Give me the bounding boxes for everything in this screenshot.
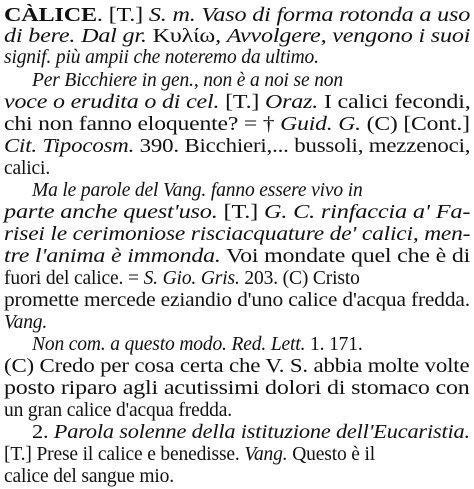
- entry-text-segment: un gran calice d'acqua fredda.: [4, 400, 233, 421]
- entry-text-segment: [T.]: [219, 92, 266, 113]
- entry-text-segment: Κυλίω: [152, 26, 216, 47]
- entry-text-segment: non è a noi se non: [203, 70, 344, 91]
- entry-text-segment: . [T.]: [96, 5, 149, 26]
- entry-text-segment: CÀLICE: [4, 5, 97, 26]
- entry-text-segment: Questo è il: [287, 444, 376, 465]
- entry-text-segment: voce o erudita o di cel.: [4, 92, 220, 113]
- entry-line: [4, 134, 470, 159]
- entry-text-segment: S. Gio. Gris.: [143, 268, 240, 289]
- entry-text-segment: calice del sangue mio.: [4, 466, 174, 487]
- entry-text-segment: di bere. Dal gr.: [4, 26, 153, 47]
- entry-line: [4, 288, 470, 313]
- entry-text-segment: risei le cerimoniose risciacquature de' calici, men-: [4, 224, 471, 245]
- entry-text-segment: 390. Bicchieri,... bussoli, mezzenoci,: [134, 136, 471, 157]
- entry-text-segment: S. m. Vaso di forma rotonda a uso: [148, 5, 471, 26]
- entry-text-segment: Cit. Tipocosm.: [4, 136, 135, 157]
- entry-text-segment: , Avvolgere, vengono i suoi: [215, 26, 471, 47]
- entry-text-segment: tre l'anima è immonda.: [4, 246, 221, 267]
- entry-text-segment: chi non fanno eloquente? = †: [4, 114, 281, 135]
- entry-text-segment: calici.: [4, 158, 51, 179]
- entry-line: [4, 464, 174, 489]
- entry-text-segment: [T.] Prese il calice e benedisse.: [4, 444, 245, 465]
- entry-text-segment: 1. 171.: [305, 334, 363, 355]
- entry-text-segment: Voi mondate quel che è di: [220, 246, 471, 267]
- entry-text-segment: 203. (C) Cristo: [239, 268, 360, 289]
- entry-text-segment: promette mercede eziandio d'uno calice d'acqua fredda.: [4, 290, 470, 311]
- entry-text-segment: Guid. G.: [280, 114, 361, 135]
- entry-text-segment: posto riparo agli acutissimi dolori di stomaco con: [4, 378, 470, 399]
- entry-text-segment: (C) Credo per cosa certa che V. S. abbia molte volte: [4, 356, 470, 377]
- entry-text-segment: Per Bicchiere in gen.: [32, 70, 194, 91]
- entry-text-segment: [T.]: [217, 202, 264, 223]
- entry-text-segment: Oraz.: [265, 92, 319, 113]
- dictionary-page: [4, 0, 472, 487]
- entry-text-segment: (C) [Cont.]: [360, 114, 470, 135]
- entry-text-segment: I calici fecondi,: [318, 92, 471, 113]
- entry-text-segment: parte anche quest'uso.: [4, 202, 218, 223]
- entry-text-segment: Vang.: [244, 444, 288, 465]
- entry-text-segment: ,: [193, 70, 204, 91]
- entry-text-segment: 2.: [32, 422, 54, 443]
- entry-text-segment: Vang.: [4, 312, 48, 333]
- entry-line: [4, 45, 319, 70]
- entry-text-segment: Parola solenne della istituzione dell'Eucaristia.: [53, 422, 470, 443]
- entry-text-segment: G. C. rinfaccia a' Fa-: [263, 202, 471, 223]
- entry-text-segment: signif. più ampii che noteremo da ultimo.: [4, 47, 319, 68]
- entry-text-segment: Non com. a questo modo. Red. Lett.: [32, 334, 306, 355]
- entry-text-segment: fuori del calice. =: [4, 268, 144, 289]
- entry-text-segment: Ma le parole del Vang. fanno essere vivo in: [32, 180, 363, 201]
